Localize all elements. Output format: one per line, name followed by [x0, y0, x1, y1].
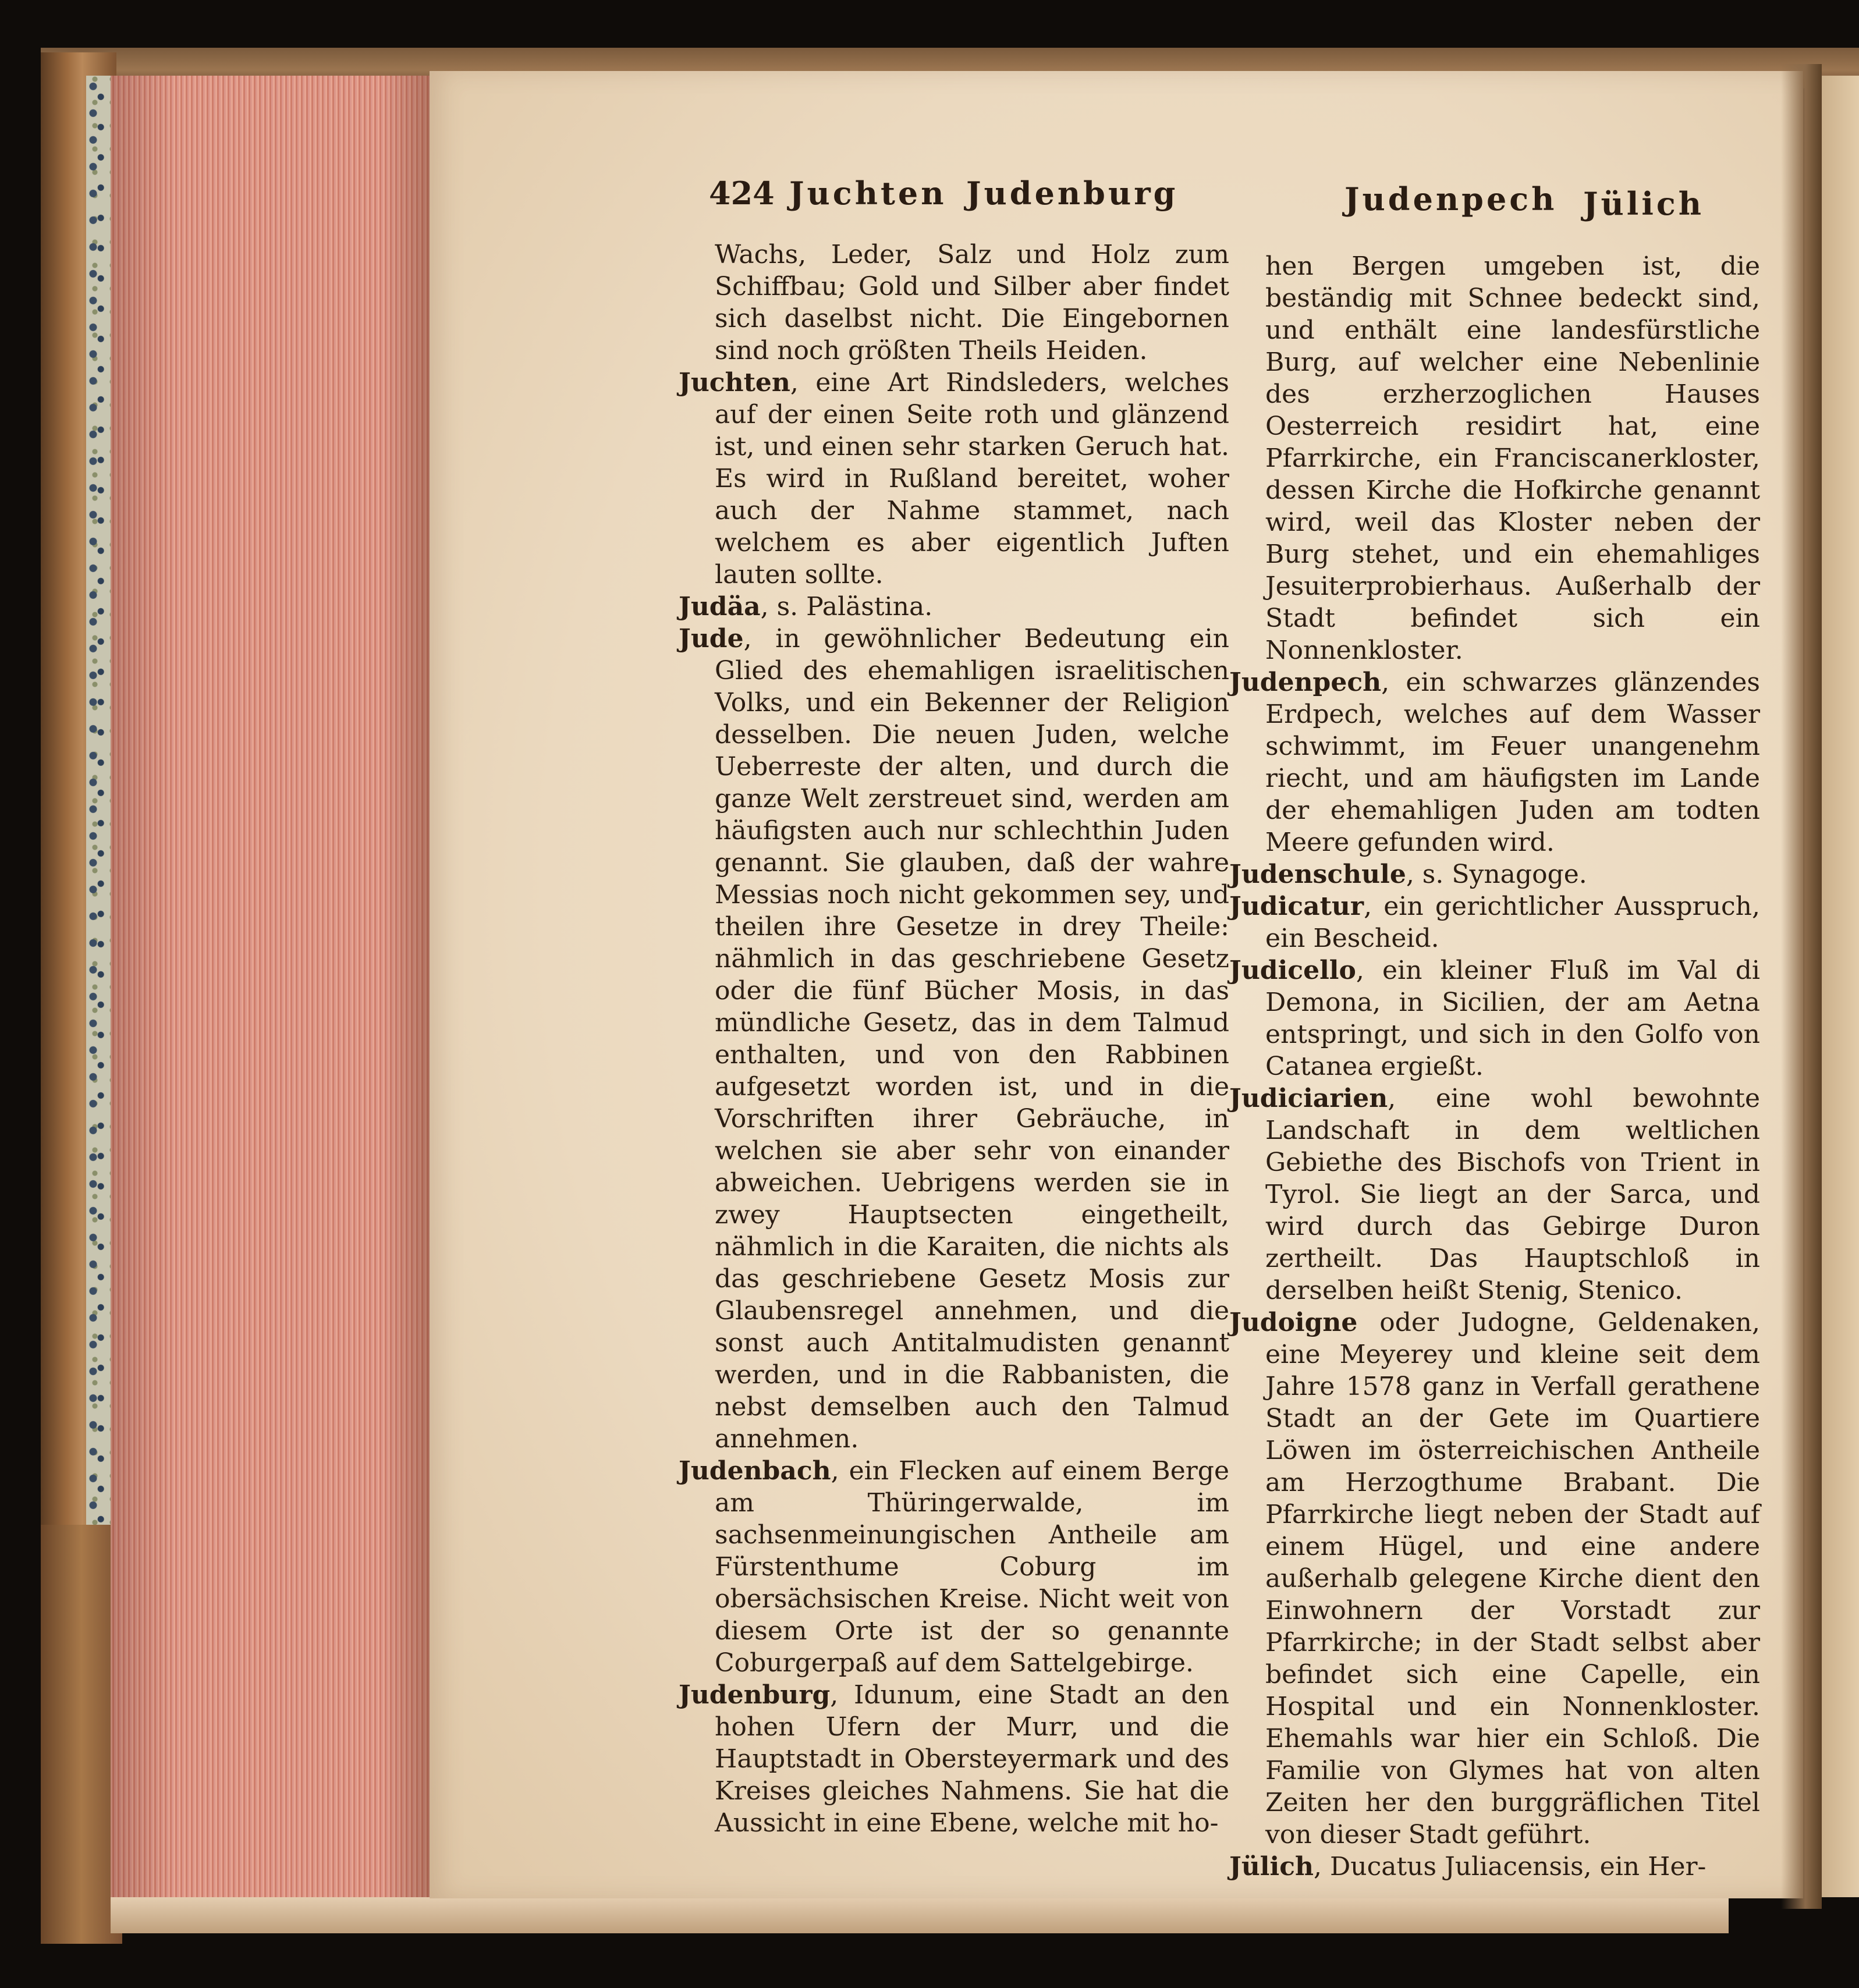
- headword: Judenschule: [1229, 860, 1406, 889]
- entry-judenbach: [679, 1455, 1229, 1679]
- headword: Judenpech: [1229, 668, 1382, 697]
- headword: Judoigne: [1229, 1308, 1358, 1337]
- entry-text: oder Judogne, Geldenaken, eine Meyerey und kleine seit dem Jahre 1578 ganz in Verfall gerathene Stadt an der Gete im Quartiere Löwen im österreichischen Antheile am Herzogthume Brabant. Die Pfarrkirche liegt neben der Stadt auf einem Hügel, und eine andere außerhalb gelegene Kirche dient den Einwohnern der Vorstadt zur Pfarrkirche; in der Stadt selbst aber befindet sich eine Capelle, ein Hospital und ein Nonnenkloster. Ehemahls war hier ein Schloß. Die Familie von Glymes hat von alten Zeiten her den burggräflichen Titel von dieser Stadt geführt.: [1265, 1308, 1760, 1849]
- headword: Juchten: [679, 368, 790, 397]
- entry-judenschule: [1229, 858, 1760, 890]
- entry-judicatur: [1229, 890, 1760, 954]
- headword: Jude: [679, 624, 744, 654]
- guide-word-left-2: Judenburg: [966, 175, 1179, 212]
- headword: Jülich: [1229, 1852, 1314, 1882]
- entry-juchten: [679, 367, 1229, 591]
- entry-text: , ein gerichtlicher Ausspruch, ein Bescheid.: [1265, 892, 1760, 953]
- headword: Judicatur: [1229, 892, 1364, 921]
- entry-text: , ein kleiner Fluß im Val di Demona, in Sicilien, der am Aetna entspringt, und sich in den Golfo von Catanea ergießt.: [1265, 956, 1760, 1081]
- entry-judoigne: [1229, 1307, 1760, 1851]
- leather-corner: [41, 1525, 122, 1944]
- entry-text: , Ducatus Juliacensis, ein Her-: [1314, 1852, 1707, 1882]
- entry-text: , ein schwarzes glänzendes Erdpech, welches auf dem Wasser schwimmt, im Feuer unangenehm riecht, und am häufigsten im Lande der ehemahligen Juden am todten Meere gefunden wird.: [1265, 668, 1760, 857]
- entry-jude: [679, 623, 1229, 1455]
- entry-judaa: [679, 591, 1229, 623]
- guide-word-left-1: Juchten: [789, 175, 947, 212]
- left-text-column: [679, 239, 1229, 1839]
- guide-word-right-1: Judenpech: [1344, 180, 1558, 218]
- book-gutter: [1781, 64, 1822, 1909]
- continued-entry-text: Wachs, Leder, Salz und Holz zum Schiffbau; Gold und Silber aber findet sich daselbst nicht. Die Eingebornen sind noch größten Theils Heiden.: [715, 240, 1229, 365]
- headword: Judicello: [1229, 956, 1356, 985]
- entry-text: , eine Art Rindsleders, welches auf der einen Seite roth und glänzend ist, und einen sehr starken Geruch hat. Es wird in Rußland bereitet, woher auch der Nahme stammet, nach welchem es aber eigentlich Juften lauten sollte.: [715, 368, 1229, 590]
- page-edge-shading: [111, 76, 431, 1932]
- entry-text: , in gewöhnlicher Bedeutung ein Glied des ehemahligen israelitischen Volks, und ein Bekenner der Religion desselben. Die neuen Juden, welche Ueberreste der alten, und durch die ganze Welt zerstreuet sind, werden am häufigsten auch nur schlechthin Juden genannt. Sie glauben, daß der wahre Messias noch nicht gekommen sey, und theilen ihre Gesetze in drey Theile: nähmlich in das geschriebene Gesetz oder die fünf Bücher Mosis, in das mündliche Gesetz, das in dem Talmud enthalten, und von den Rabbinen aufgesetzt worden ist, und in die Vorschriften ihrer Gebräuche, in welchen sie aber sehr von einander abweichen. Uebrigens werden sie in zwey Hauptsecten eingetheilt, nähmlich in die Karaiten, die nichts als das geschriebene Gesetz Mosis zur Glaubensregel annehmen, und die sonst auch Antitalmudisten genannt werden, und in die Rabbanisten, die nebst demselben auch den Talmud annehmen.: [715, 624, 1229, 1454]
- entry-text: , s. Synagoge.: [1406, 860, 1587, 889]
- headword: Judiciarien: [1229, 1084, 1388, 1113]
- entry-text: , Idunum, eine Stadt an den hohen Ufern der Murr, und die Hauptstadt in Obersteyermark und des Kreises gleiches Nahmens. Sie hat die Aussicht in eine Ebene, welche mit ho-: [715, 1680, 1229, 1838]
- guide-word-right-2: Jülich: [1583, 185, 1704, 222]
- entry-text: , eine wohl bewohnte Landschaft in dem weltlichen Gebiethe des Bischofs von Trient in Tyrol. Sie liegt an der Sarca, und wird durch das Gebirge Duron zertheilt. Das Hauptschloß in derselben heißt Stenig, Stenico.: [1265, 1084, 1760, 1305]
- headword: Judenbach: [679, 1456, 831, 1486]
- continued-entry-text: hen Bergen umgeben ist, die beständig mit Schnee bedeckt sind, und enthält eine landesfürstliche Burg, auf welcher eine Nebenlinie des erzherzoglichen Hauses Oesterreich residirt hat, eine Pfarrkirche, ein Franciscanerkloster, dessen Kirche die Hofkirche genannt wird, weil das Kloster neben der Burg stehet, und ein ehemahliges Jesuiterprobierhaus. Außerhalb der Stadt befindet sich ein Nonnenkloster.: [1265, 251, 1760, 665]
- right-text-column: [1229, 250, 1760, 1883]
- headword: Judäa: [679, 592, 761, 622]
- entry-judiciarien: [1229, 1082, 1760, 1307]
- page-number: 424: [709, 175, 775, 212]
- entry-julich: [1229, 1851, 1760, 1883]
- entry-text: , ein Flecken auf einem Berge am Thüringerwalde, im sachsenmeinungischen Antheile am Fürstenthume Coburg im obersächsischen Kreise. Nicht weit von diesem Orte ist der so genannte Coburgerpaß auf dem Sattelgebirge.: [715, 1456, 1229, 1678]
- entry-judenburg: [679, 1679, 1229, 1839]
- entry-text: , s. Palästina.: [760, 592, 933, 622]
- page-bottom-edge: [111, 1897, 1729, 1933]
- entry-judenpech: [1229, 666, 1760, 858]
- entry-judicello: [1229, 954, 1760, 1082]
- headword: Judenburg: [679, 1680, 831, 1710]
